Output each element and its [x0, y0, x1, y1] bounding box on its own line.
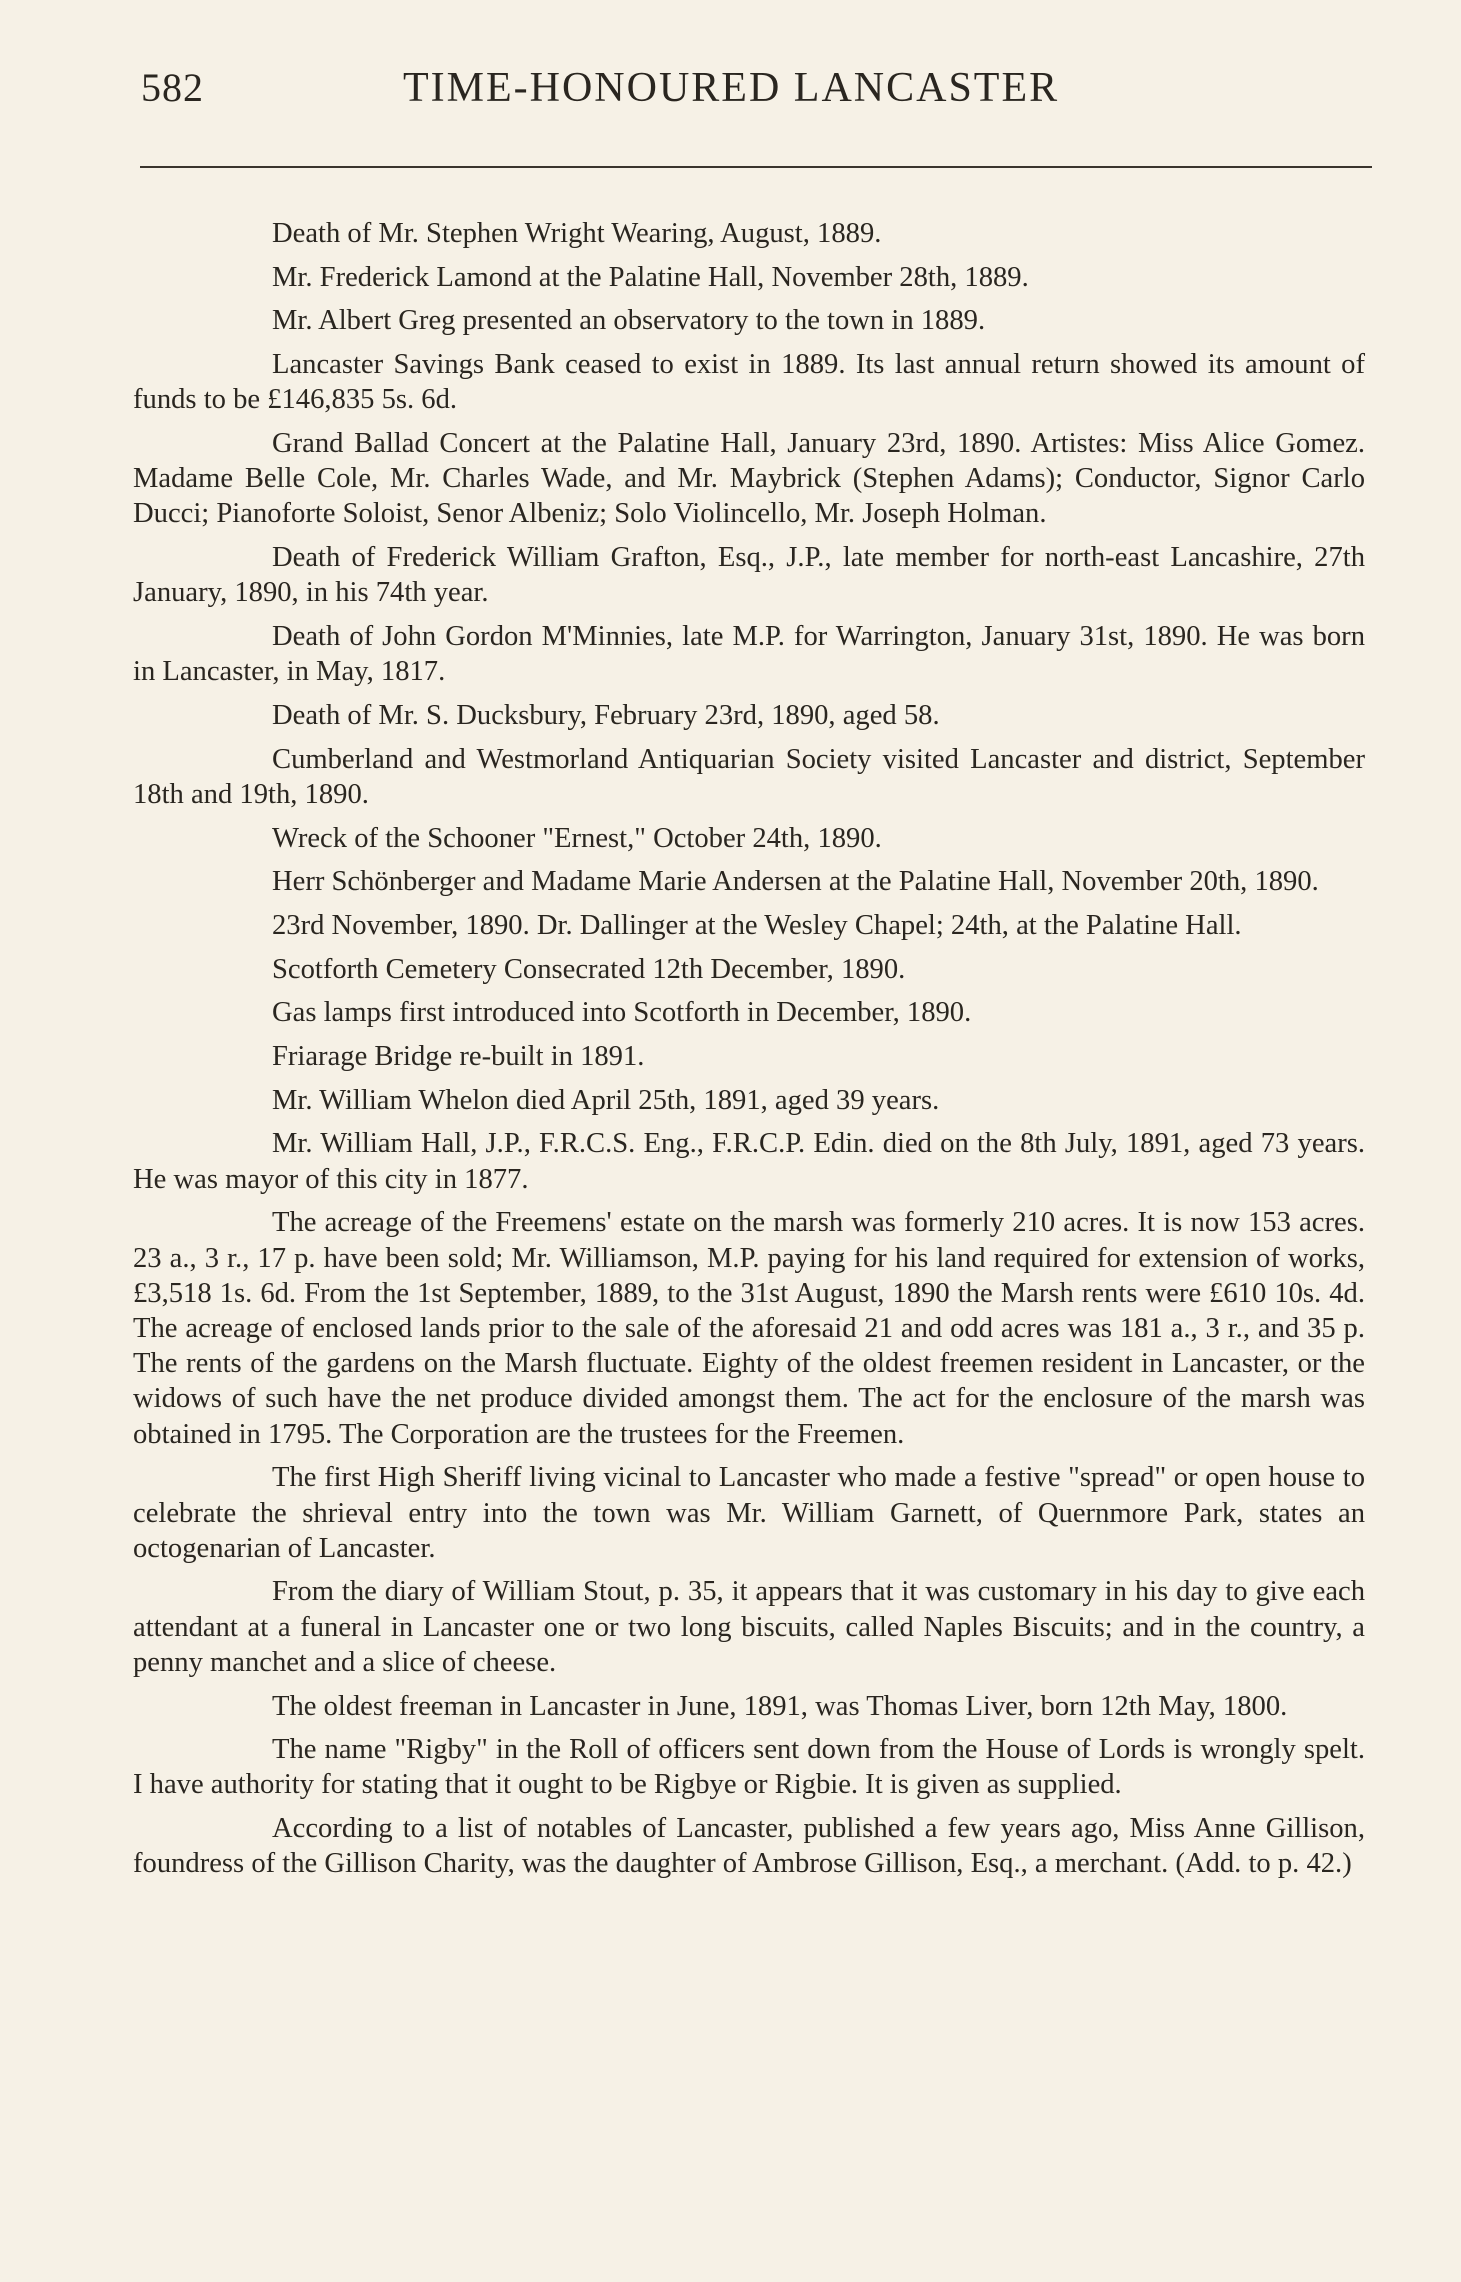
paragraph: The oldest freeman in Lancaster in June, 1891, was Thomas Liver, born 12th May, 1800. [272, 1690, 1288, 1722]
header-rule [140, 166, 1372, 168]
body-text [133, 216, 1365, 1890]
paragraph: Death of John Gordon M'Minnies, late M.P. for Warrington, January 31st, 1890. He was born in Lancaster, in May, 1817. [133, 621, 1365, 688]
paragraph: Wreck of the Schooner "Ernest," October 24th, 1890. [272, 822, 882, 854]
paragraph: Scotforth Cemetery Consecrated 12th December, 1890. [272, 953, 906, 985]
paragraph: From the diary of William Stout, p. 35, it appears that it was customary in his day to give each attendant at a funeral in Lancaster one or two long biscuits, called Naples Biscuits; and in the country, a penny manchet and a slice of cheese. [133, 1576, 1365, 1678]
paragraph: Death of Mr. Stephen Wright Wearing, August, 1889. [272, 218, 882, 249]
paragraph: Death of Frederick William Grafton, Esq., J.P., late member for north-east Lancashire, 27th January, 1890, in his 74th year. [133, 542, 1365, 609]
paragraph: Cumberland and Westmorland Antiquarian Society visited Lancaster and district, September 18th and 19th, 1890. [133, 743, 1365, 810]
page-header [133, 58, 1373, 118]
paragraph: Herr Schönberger and Madame Marie Andersen at the Palatine Hall, November 20th, 1890. [272, 866, 1319, 898]
paragraph: Death of Mr. S. Ducksbury, February 23rd, 1890, aged 58. [272, 699, 940, 731]
paragraph: The acreage of the Freemens' estate on the marsh was formerly 210 acres. It is now 153 acres. 23 a., 3 r., 17 p. have been sold; Mr. Williamson, M.P. paying for his land required for extension of works, £3,518 1s. 6d. From the 1st September, 1889, to the 31st August, 1890 the Marsh rents were £610 10s. 4d. The acreage of enclosed lands prior to the sale of the aforesaid 21 and odd acres was 181 a., 3 r., and 35 p. The rents of the gardens on the Marsh fluctuate. Eighty of the oldest freemen resident in Lancaster, or the widows of such have the net produce divided amongst them. The act for the enclosure of the marsh was obtained in 1795. The Corporation are the trustees for the Freemen. [133, 1207, 1365, 1450]
running-title: TIME-HONOURED LANCASTER [403, 65, 1060, 111]
paragraph: Gas lamps first introduced into Scotforth in December, 1890. [272, 997, 972, 1029]
paragraph: Mr. William Hall, J.P., F.R.C.S. Eng., F.R.C.P. Edin. died on the 8th July, 1891, aged 73 years. He was mayor of this city in 1877. [133, 1128, 1365, 1195]
paragraph: Grand Ballad Concert at the Palatine Hall, January 23rd, 1890. Artistes: Miss Alice Gomez. Madame Belle Cole, Mr. Charles Wade, and Mr. Maybrick (Stephen Adams); Conductor, Signor Carlo Ducci; Pianoforte Soloist, Senor Albeniz; Solo Violincello, Mr. Joseph Holman. [133, 428, 1365, 530]
paragraph: Mr. Frederick Lamond at the Palatine Hall, November 28th, 1889. [272, 261, 1029, 293]
paragraph: The first High Sheriff living vicinal to Lancaster who made a festive "spread" or open house to celebrate the shrieval entry into the town was Mr. William Garnett, of Quernmore Park, states an octogenarian of Lancaster. [133, 1462, 1365, 1564]
page-number: 582 [141, 65, 204, 110]
paragraph: 23rd November, 1890. Dr. Dallinger at the Wesley Chapel; 24th, at the Palatine Hall. [272, 909, 1242, 941]
paragraph: Mr. Albert Greg presented an observatory to the town in 1889. [272, 305, 986, 337]
paragraph: Friarage Bridge re-built in 1891. [272, 1041, 645, 1073]
paragraph: Lancaster Savings Bank ceased to exist in 1889. Its last annual return showed its amount of funds to be £146,835 5s. 6d. [133, 349, 1365, 416]
paragraph: The name "Rigby" in the Roll of officers sent down from the House of Lords is wrongly spelt. I have authority for stating that it ought to be Rigbye or Rigbie. It is given as supplied. [133, 1734, 1365, 1801]
paragraph: According to a list of notables of Lancaster, published a few years ago, Miss Anne Gillison, foundress of the Gillison Charity, was the daughter of Ambrose Gillison, Esq., a merchant. (Add. to p. 42.) [133, 1813, 1365, 1880]
paragraph: Mr. William Whelon died April 25th, 1891, aged 39 years. [272, 1084, 940, 1116]
